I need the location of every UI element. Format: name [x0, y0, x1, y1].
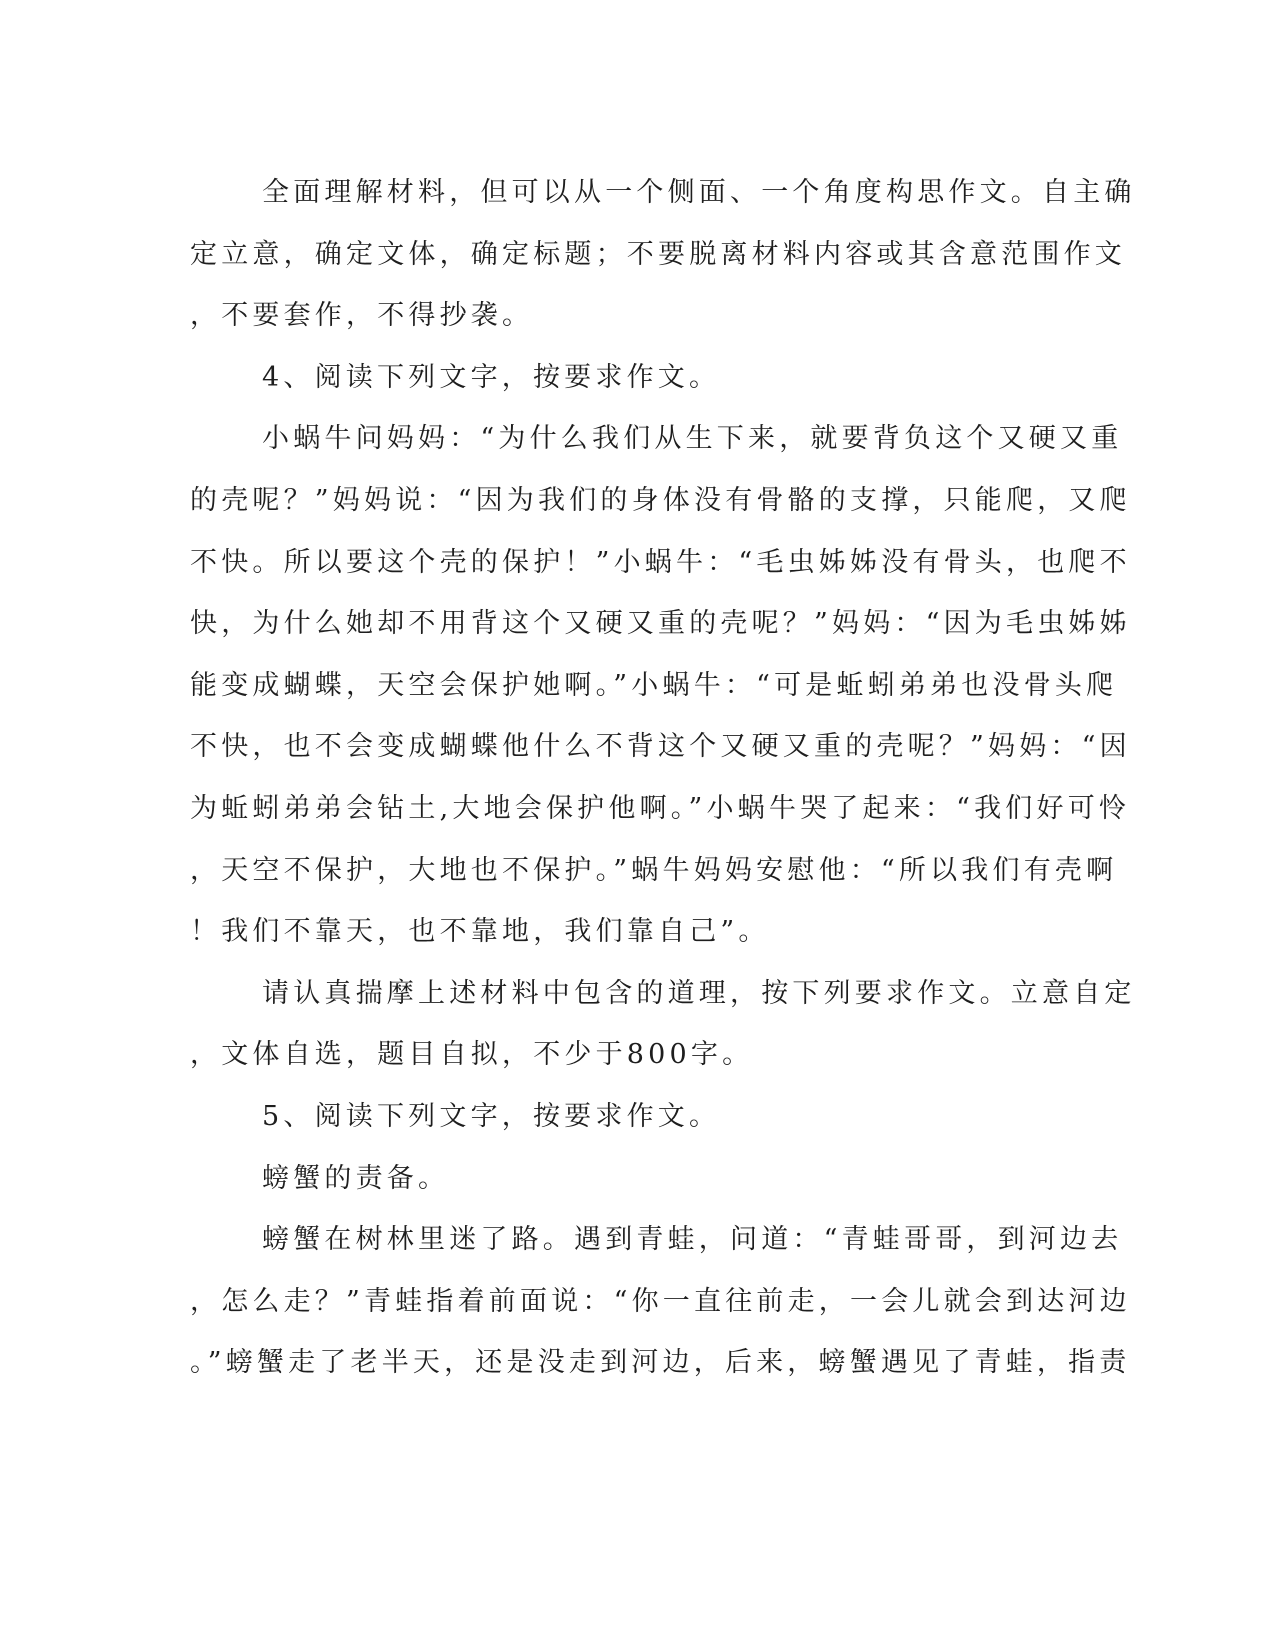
text-line: 能变成蝴蝶，天空会保护她啊。”小蜗牛：“可是蚯蚓弟弟也没骨头爬 — [190, 669, 1118, 701]
text-line: ，天空不保护，大地也不保护。”蜗牛妈妈安慰他：“所以我们有壳啊 — [190, 854, 1118, 886]
text-line: 不快，也不会变成蝴蝶他什么不背这个又硬又重的壳呢？”妈妈：“因 — [190, 731, 1131, 763]
text-line: 螃蟹在树林里迷了路。遇到青蛙，问道：“青蛙哥哥，到河边去 — [262, 1224, 1123, 1256]
text-line: 定立意，确定文体，确定标题；不要脱离材料内容或其含意范围作文 — [190, 238, 1126, 270]
document-body — [190, 162, 1136, 1394]
text-line: 5、阅读下列文字，按要求作文。 — [262, 1100, 721, 1132]
text-line: ，文体自选，题目自拟，不少于800字。 — [190, 1039, 754, 1071]
text-line: 螃蟹的责备。 — [262, 1162, 450, 1194]
text-line: 4、阅读下列文字，按要求作文。 — [262, 361, 721, 393]
text-line: 。”螃蟹走了老半天，还是没走到河边，后来，螃蟹遇见了青蛙，指责 — [190, 1347, 1131, 1379]
text-line: 为蚯蚓弟弟会钻土,大地会保护他啊。”小蜗牛哭了起来：“我们好可怜 — [190, 792, 1131, 824]
text-line: 全面理解材料，但可以从一个侧面、一个角度构思作文。自主确 — [262, 177, 1136, 208]
text-line: 请认真揣摩上述材料中包含的道理，按下列要求作文。立意自定 — [262, 977, 1136, 1009]
text-line: ！我们不靠天，也不靠地，我们靠自己”。 — [190, 916, 770, 948]
text-line: ，不要套作，不得抄袭。 — [190, 300, 534, 332]
text-line: 快，为什么她却不用背这个又硬又重的壳呢？”妈妈：“因为毛虫姊姊 — [190, 608, 1131, 640]
text-line: 小蜗牛问妈妈：“为什么我们从生下来，就要背负这个又硬又重 — [262, 423, 1123, 455]
text-line: 不快。所以要这个壳的保护！”小蜗牛：“毛虫姊姊没有骨头，也爬不 — [190, 546, 1131, 578]
text-line: 的壳呢？”妈妈说：“因为我们的身体没有骨骼的支撑，只能爬，又爬 — [190, 484, 1131, 516]
text-line: ，怎么走？”青蛙指着前面说：“你一直往前走，一会儿就会到达河边 — [190, 1285, 1131, 1317]
